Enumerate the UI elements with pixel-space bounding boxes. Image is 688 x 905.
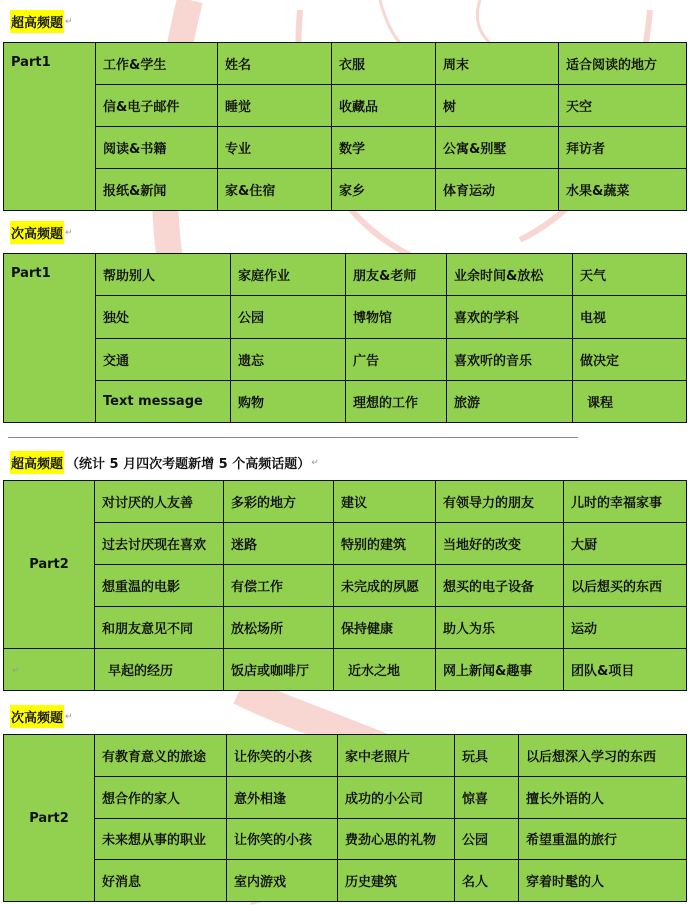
topic-cell: 睡觉 [218,85,332,127]
topic-cell: 儿时的幸福家事 [564,481,687,523]
topic-cell: 名人 [455,860,519,902]
part-label-cell: Part2 [4,481,95,649]
topic-cell: 成功的小公司 [338,776,455,818]
heading-note: （统计 5 月四次考题新增 5 个高频话题） [66,457,311,472]
topic-cell: 好消息 [95,860,227,902]
topic-cell: 团队&项目 [564,649,687,691]
topic-cell: 报纸&新闻 [96,169,218,211]
topic-cell: 希望重温的旅行 [519,818,687,860]
topic-cell: 未完成的夙愿 [334,565,436,607]
topic-cell: 室内游戏 [227,860,338,902]
topic-cell: 想买的电子设备 [436,565,564,607]
topic-cell: 想合作的家人 [95,776,227,818]
topic-cell: 遗忘 [231,338,346,380]
topic-cell: 体育运动 [436,169,559,211]
topic-cell: 广告 [346,338,447,380]
topic-cell: 多彩的地方 [224,481,334,523]
paragraph-mark-icon: ↵ [65,227,73,238]
topic-cell: 做决定 [573,338,687,380]
paragraph-mark-icon: ↵ [311,457,319,468]
topic-cell: 运动 [564,607,687,649]
heading-highlight: 次高频题 [10,705,64,728]
part-label-cell: Part2 [4,735,95,902]
topic-cell: 穿着时髦的人 [519,860,687,902]
topic-cell: 博物馆 [346,296,447,338]
topic-cell: 阅读&书籍 [96,127,218,169]
topic-cell: 电视 [573,296,687,338]
topic-cell: 朋友&老师 [346,254,447,296]
paragraph-mark-icon: ↵ [65,711,73,722]
topic-table-second-high-part1 [3,253,687,423]
topic-cell: 以后想买的东西 [564,565,687,607]
heading-highlight: 超高频题 [10,451,64,474]
topic-cell: 有偿工作 [224,565,334,607]
topic-cell: 水果&蔬菜 [559,169,687,211]
section-heading-super-high-part1 [10,10,73,33]
section-heading-super-high-part2 [10,451,319,474]
heading-highlight: 次高频题 [10,221,64,244]
topic-cell: 姓名 [218,43,332,85]
topic-cell: 历史建筑 [338,860,455,902]
topic-cell: 树 [436,85,559,127]
section-heading-second-high-part1 [10,221,73,244]
topic-cell: 周末 [436,43,559,85]
paragraph-mark-icon: ↵ [65,16,73,27]
topic-cell: 数学 [332,127,436,169]
topic-cell: 公寓&别墅 [436,127,559,169]
part-label-cell: Part1 [4,43,96,211]
topic-cell: 家&住宿 [218,169,332,211]
topic-table-super-high-part2 [3,480,687,691]
topic-cell: 玩具 [455,735,519,777]
topic-cell: 保持健康 [334,607,436,649]
topic-cell: 有教育意义的旅途 [95,735,227,777]
topic-cell: 专业 [218,127,332,169]
paragraph-mark-icon: ↵ [12,666,20,676]
topic-cell: 和朋友意见不同 [95,607,224,649]
topic-cell: 早起的经历 [95,649,224,691]
topic-cell: 过去讨厌现在喜欢 [95,523,224,565]
topic-cell: 近水之地 [334,649,436,691]
topic-cell: 天气 [573,254,687,296]
heading-highlight: 超高频题 [10,10,64,33]
topic-cell: 家乡 [332,169,436,211]
topic-cell: 特别的建筑 [334,523,436,565]
topic-cell: 想重温的电影 [95,565,224,607]
topic-cell: 喜欢听的音乐 [447,338,573,380]
section-heading-second-high-part2 [10,705,73,728]
topic-cell: 饭店或咖啡厅 [224,649,334,691]
topic-cell: 意外相逢 [227,776,338,818]
topic-cell: 课程 [573,380,687,422]
topic-cell: 衣服 [332,43,436,85]
topic-cell: 业余时间&放松 [447,254,573,296]
topic-cell: 收藏品 [332,85,436,127]
topic-cell: 信&电子邮件 [96,85,218,127]
topic-cell: 购物 [231,380,346,422]
topic-cell: 公园 [231,296,346,338]
horizontal-divider [8,437,578,438]
topic-cell: 对讨厌的人友善 [95,481,224,523]
topic-table-super-high-part1 [3,42,687,211]
topic-cell: 当地好的改变 [436,523,564,565]
topic-cell: 适合阅读的地方 [559,43,687,85]
topic-cell: 家庭作业 [231,254,346,296]
topic-cell: 家中老照片 [338,735,455,777]
topic-cell: 独处 [96,296,231,338]
topic-cell: Text message [96,380,231,422]
topic-cell: 建议 [334,481,436,523]
topic-cell: 擅长外语的人 [519,776,687,818]
topic-cell: 帮助别人 [96,254,231,296]
topic-cell: 公园 [455,818,519,860]
topic-cell: 放松场所 [224,607,334,649]
topic-cell: 旅游 [447,380,573,422]
topic-cell: 未来想从事的职业 [95,818,227,860]
topic-cell: 拜访者 [559,127,687,169]
topic-table-second-high-part2 [3,734,687,902]
topic-cell: 费劲心思的礼物 [338,818,455,860]
part-label-cell: Part1 [4,254,96,423]
topic-cell: 助人为乐 [436,607,564,649]
topic-cell: 喜欢的学科 [447,296,573,338]
topic-cell: 以后想深入学习的东西 [519,735,687,777]
topic-cell: 让你笑的小孩 [227,818,338,860]
topic-cell: 网上新闻&趣事 [436,649,564,691]
empty-part-cell [4,649,95,691]
topic-cell: 大厨 [564,523,687,565]
topic-cell: 交通 [96,338,231,380]
topic-cell: 有领导力的朋友 [436,481,564,523]
topic-cell: 工作&学生 [96,43,218,85]
topic-cell: 迷路 [224,523,334,565]
topic-cell: 天空 [559,85,687,127]
topic-cell: 让你笑的小孩 [227,735,338,777]
topic-cell: 惊喜 [455,776,519,818]
topic-cell: 理想的工作 [346,380,447,422]
